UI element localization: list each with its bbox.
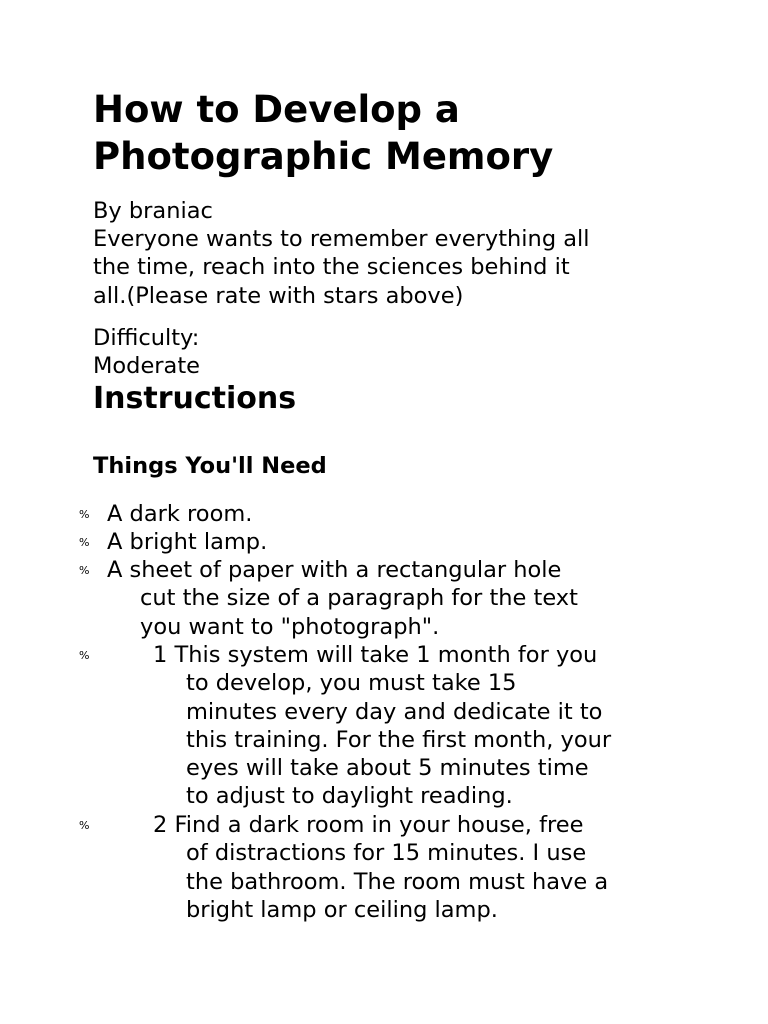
summary-line-1: Everyone wants to remember everything all [93,226,590,252]
summary-line-3: all.(Please rate with stars above) [93,282,464,309]
instructions-heading: Instructions [93,381,297,416]
bullet-icon: % [79,649,90,662]
title-line-2: Photographic Memory [93,135,554,178]
list-item-text: A dark room. [107,501,253,527]
author-byline: By braniac [93,198,213,224]
list-item-text: 2 Find a dark room in your house, free of distractions for 15 minutes. I use the bathroom. The room must have a bright lamp or ceiling lamp. [153,812,609,923]
list-item-text: 1 This system will take 1 month for you to develop, you must take 15 minutes every day and dedicate it to this training. For the first month, your eyes will take about 5 minutes time to adjust to daylight reading. [153,642,612,810]
page-title [93,86,733,180]
summary [93,225,733,310]
bullet-icon: % [79,564,90,577]
list-item-text: A sheet of paper with a rectangular hole cut the size of a paragraph for the text you want to "photograph". [107,557,578,640]
bullet-icon: % [79,508,90,521]
difficulty-value: Moderate [93,353,201,379]
list-item-text: A bright lamp. [107,529,268,555]
bullet-icon: % [79,536,90,549]
title-line-1: How to Develop a [93,88,460,131]
bullet-icon: % [79,819,90,832]
things-needed-heading: Things You'll Need [93,453,327,479]
difficulty-label: Difficulty: [93,325,200,351]
summary-line-2: the time, reach into the sciences behind it [93,254,570,281]
